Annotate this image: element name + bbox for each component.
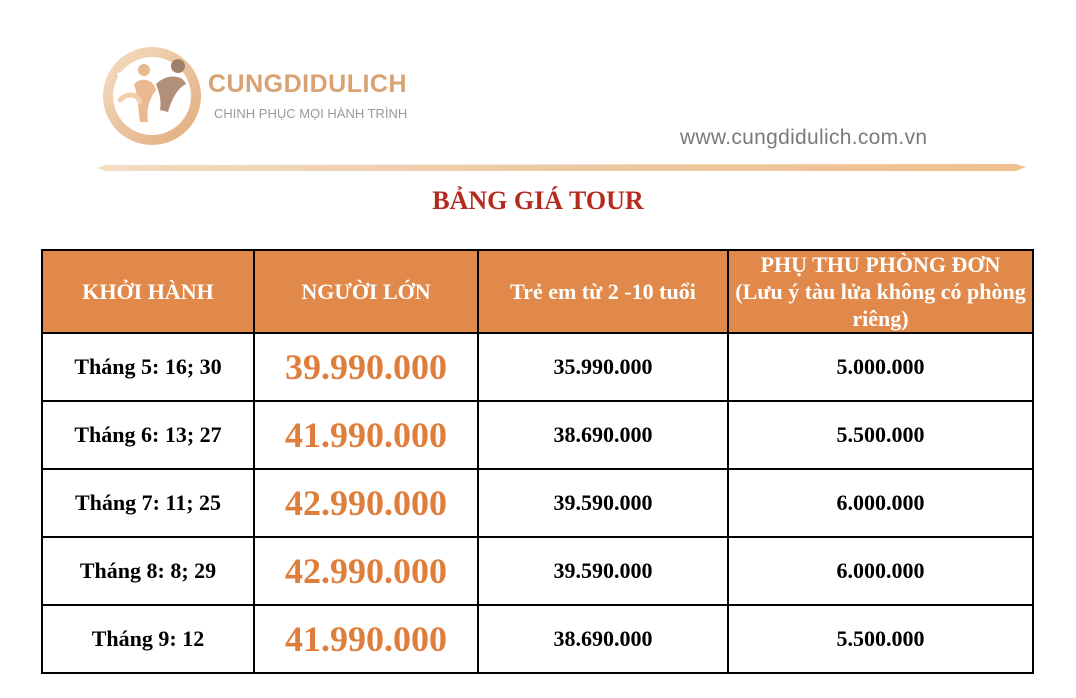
child-price-cell: 38.690.000: [478, 605, 728, 673]
table-row: [42, 537, 1033, 605]
table-row: [42, 605, 1033, 673]
website-url[interactable]: www.cungdidulich.com.vn: [680, 126, 928, 149]
header-single-title: PHỤ THU PHÒNG ĐƠN: [760, 252, 1001, 277]
brand-name: CUNGDIDULICH: [208, 70, 408, 98]
child-price-cell: 38.690.000: [478, 401, 728, 469]
header-child: Trẻ em từ 2 -10 tuổi: [478, 250, 728, 333]
header-adult: NGƯỜI LỚN: [254, 250, 478, 333]
header-single-note: (Lưu ý tàu lửa không có phòng riêng): [735, 279, 1026, 331]
single-supplement-cell: 6.000.000: [728, 469, 1033, 537]
adult-price-cell: 41.990.000: [254, 401, 478, 469]
header-departure: KHỞI HÀNH: [42, 250, 254, 333]
adult-price-cell: 39.990.000: [254, 333, 478, 401]
table-row: [42, 333, 1033, 401]
page-title: BẢNG GIÁ TOUR: [432, 186, 644, 215]
single-supplement-cell: 6.000.000: [728, 537, 1033, 605]
table-row: [42, 469, 1033, 537]
departure-cell: Tháng 7: 11; 25: [42, 469, 254, 537]
departure-cell: Tháng 9: 12: [42, 605, 254, 673]
adult-price-cell: 42.990.000: [254, 537, 478, 605]
child-price-cell: 35.990.000: [478, 333, 728, 401]
child-price-cell: 39.590.000: [478, 537, 728, 605]
departure-cell: Tháng 6: 13; 27: [42, 401, 254, 469]
table-header-row: [42, 250, 1033, 333]
child-price-cell: 39.590.000: [478, 469, 728, 537]
tour-price-table: [41, 249, 1034, 674]
brand-slogan: CHINH PHỤC MỌI HÀNH TRÌNH: [214, 106, 408, 121]
brand-logo: [98, 40, 448, 155]
header-single-supplement: [728, 250, 1033, 333]
single-supplement-cell: 5.000.000: [728, 333, 1033, 401]
table-row: [42, 401, 1033, 469]
departure-cell: Tháng 5: 16; 30: [42, 333, 254, 401]
travelers-logo-icon: [98, 40, 208, 152]
single-supplement-cell: 5.500.000: [728, 401, 1033, 469]
adult-price-cell: 41.990.000: [254, 605, 478, 673]
departure-cell: Tháng 8: 8; 29: [42, 537, 254, 605]
header-divider: [96, 163, 1026, 173]
single-supplement-cell: 5.500.000: [728, 605, 1033, 673]
adult-price-cell: 42.990.000: [254, 469, 478, 537]
